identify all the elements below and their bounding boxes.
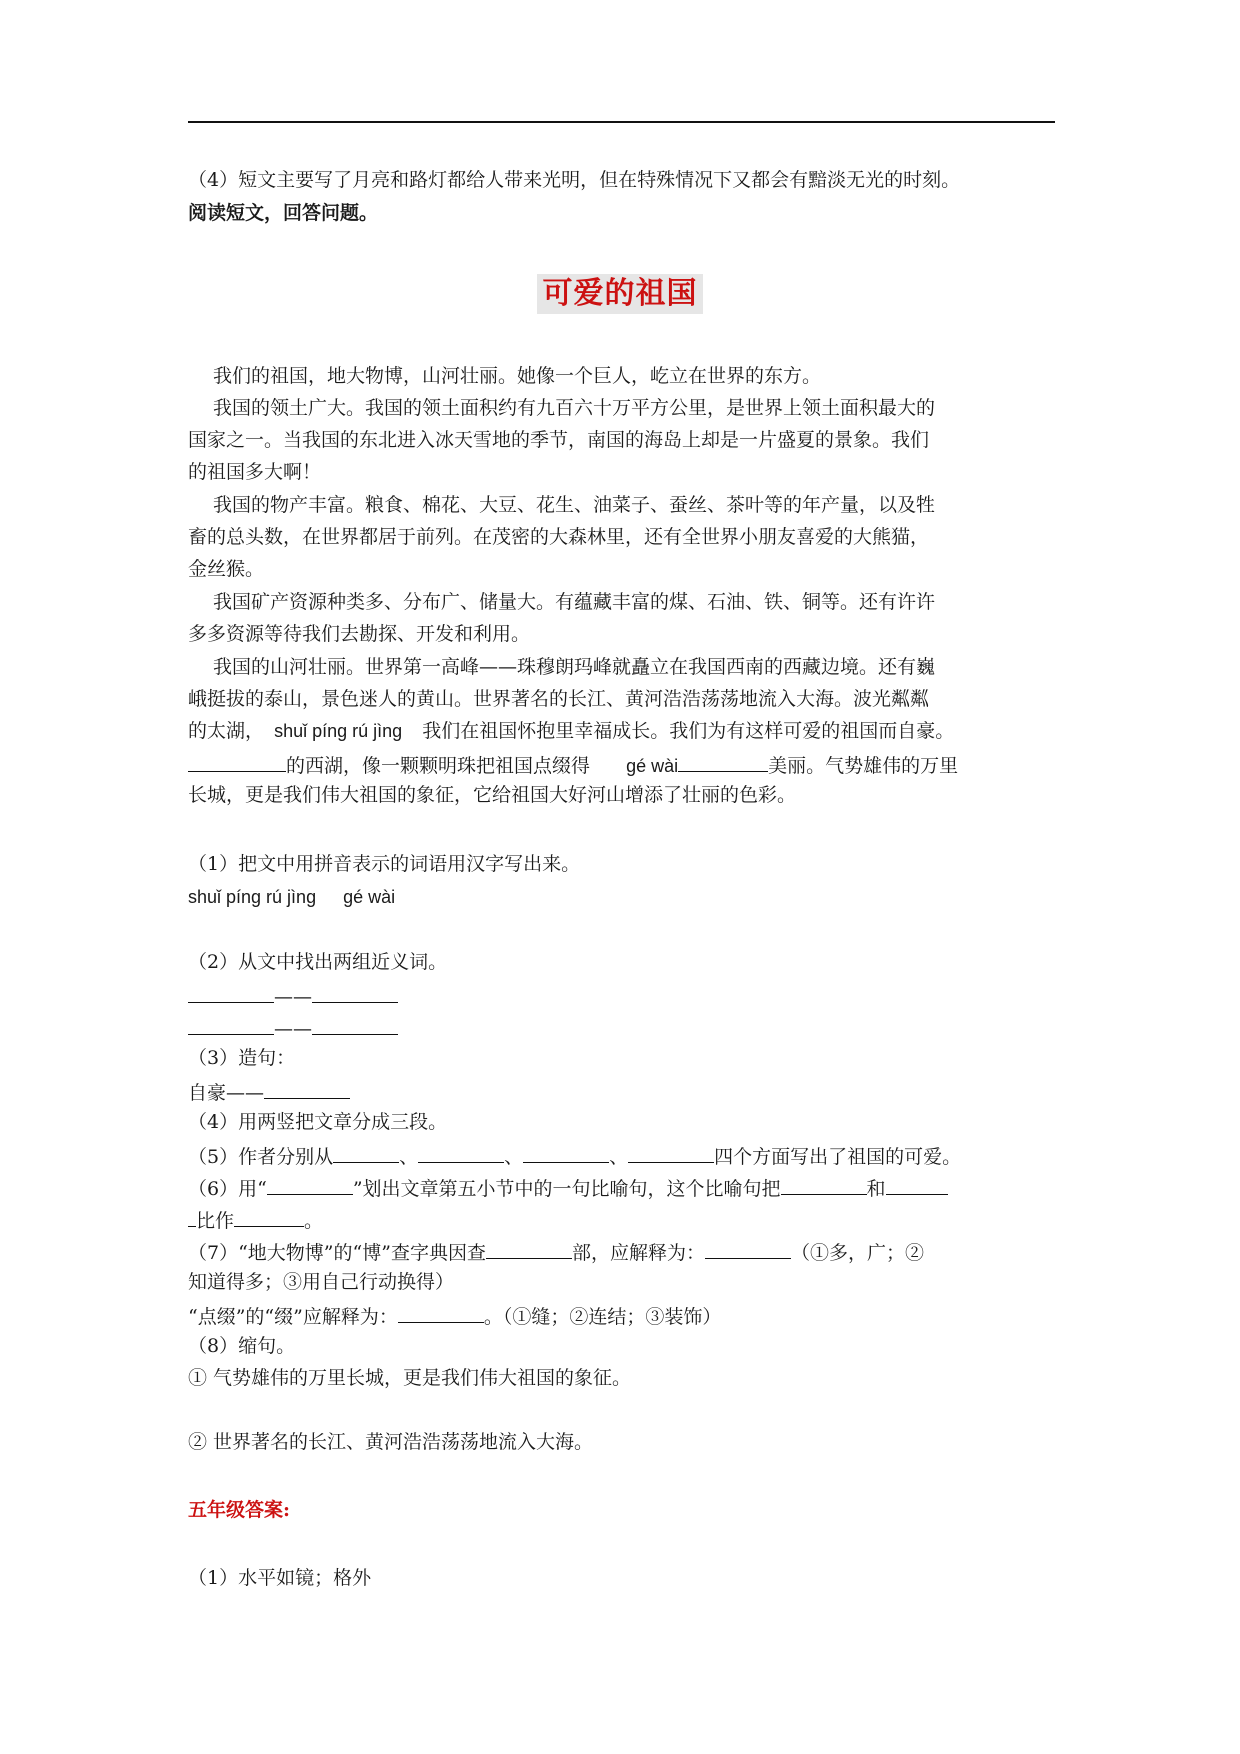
question-text: （6）用“: [188, 1178, 267, 1200]
question-text: （5）作者分别从: [188, 1146, 334, 1168]
passage-paragraph-5: 我国的山河壮丽。世界第一高峰——珠穆朗玛峰就矗立在我国西南的西藏边境。还有巍: [213, 656, 936, 678]
question-6-continued: [188, 1204, 323, 1235]
passage-line: 畜的总头数，在世界都居于前列。在茂密的大森林里，还有全世界小朋友喜爱的大熊猫，: [188, 526, 930, 548]
separator: 、: [399, 1146, 419, 1168]
pinyin-hint: shuǐ píng rú jìng: [188, 887, 317, 907]
fill-blank[interactable]: [781, 1172, 867, 1195]
dash: ——: [274, 986, 312, 1008]
question-text: （7）“地大物博”的“博”查字典因查: [188, 1242, 486, 1264]
fill-blank[interactable]: [188, 749, 286, 772]
fill-blank[interactable]: [886, 1172, 948, 1195]
separator: 、: [504, 1146, 524, 1168]
synonym-pair-row: [188, 980, 398, 1011]
fill-blank[interactable]: [398, 1300, 484, 1323]
passage-line: 长城，更是我们伟大祖国的象征，它给祖国大好河山增添了壮丽的色彩。: [188, 784, 797, 806]
fill-blank[interactable]: [312, 1012, 398, 1035]
question-text: 和: [866, 1178, 886, 1200]
passage-title: 可爱的祖国: [537, 274, 703, 314]
question-7: [188, 1236, 924, 1267]
passage-line: 的祖国多大啊！: [188, 461, 322, 483]
passage-line-with-pinyin: [188, 717, 954, 745]
fill-blank[interactable]: [267, 1172, 353, 1195]
pinyin-hint: shuǐ píng rú jìng: [274, 721, 403, 741]
passage-line: 多多资源等待我们去勘探、开发和利用。: [188, 623, 531, 645]
passage-line-with-blanks: [188, 749, 958, 780]
question-8-item-2: ② 世界著名的长江、黄河浩浩荡荡地流入大海。: [188, 1431, 594, 1453]
question-3: （3）造句：: [188, 1047, 296, 1069]
passage-line: 峨挺拔的泰山，景色迷人的黄山。世界著名的长江、黄河浩浩荡荡地流入大海。波光粼粼: [188, 688, 930, 710]
question-7-line-2: 知道得多；③用自己行动换得）: [188, 1271, 455, 1293]
question-7-line-3: [188, 1300, 721, 1331]
passage-text: 美丽。气势雄伟的万里: [768, 755, 959, 777]
question-text: “点缀”的“缀”应解释为：: [188, 1306, 398, 1328]
pinyin-hint: gé wài: [343, 887, 396, 907]
question-text: 比作: [196, 1210, 235, 1232]
question-2: （2）从文中找出两组近义词。: [188, 951, 448, 973]
passage-text: 的西湖，像一颗颗明珠把祖国点缀得: [286, 755, 591, 777]
answer-1: （1）水平如镜；格外: [188, 1567, 372, 1589]
fill-blank[interactable]: [234, 1204, 304, 1227]
fill-blank[interactable]: [188, 980, 274, 1003]
fill-blank[interactable]: [628, 1140, 714, 1163]
fill-blank[interactable]: [264, 1076, 350, 1099]
passage-line: 金丝猴。: [188, 558, 265, 580]
fill-blank[interactable]: [188, 1204, 196, 1227]
fill-blank[interactable]: [188, 1012, 274, 1035]
dash: ——: [274, 1018, 312, 1040]
fill-blank[interactable]: [705, 1236, 791, 1259]
question-4: （4）用两竖把文章分成三段。: [188, 1111, 448, 1133]
fill-blank[interactable]: [486, 1236, 572, 1259]
fill-blank[interactable]: [333, 1140, 399, 1163]
target-word: 自豪——: [188, 1082, 265, 1104]
sentence-making-row: [188, 1076, 350, 1107]
passage-text: 的太湖，: [188, 720, 265, 742]
question-text: ”划出文章第五小节中的一句比喻句，这个比喻句把: [352, 1178, 781, 1200]
separator: 、: [609, 1146, 629, 1168]
passage-line: 国家之一。当我国的东北进入冰天雪地的季节，南国的海岛上却是一片盛夏的景象。我们: [188, 429, 930, 451]
passage-paragraph-3: 我国的物产丰富。粮食、棉花、大豆、花生、油菜子、蚕丝、茶叶等的年产量，以及牲: [213, 494, 936, 516]
pinyin-hint: gé wài: [626, 756, 679, 776]
question-text: （①多，广；②: [790, 1242, 924, 1264]
fill-blank[interactable]: [678, 749, 768, 772]
question-1-pinyin-line: [188, 883, 395, 911]
passage-paragraph-4: 我国矿产资源种类多、分布广、储量大。有蕴藏丰富的煤、石油、铁、铜等。还有许许: [213, 591, 936, 613]
instruction: 阅读短文，回答问题。: [188, 202, 379, 224]
passage-paragraph-2: 我国的领土广大。我国的领土面积约有九百六十万平方公里，是世界上领土面积最大的: [213, 397, 936, 419]
question-text: 部，应解释为：: [571, 1242, 705, 1264]
passage-text: 我们在祖国怀抱里幸福成长。我们为有这样可爱的祖国而自豪。: [422, 720, 955, 742]
header-rule: [188, 121, 1055, 123]
synonym-pair-row: [188, 1012, 398, 1043]
fill-blank[interactable]: [418, 1140, 504, 1163]
question-8: （8）缩句。: [188, 1335, 296, 1357]
fill-blank[interactable]: [523, 1140, 609, 1163]
question-5: [188, 1140, 961, 1171]
question-text: 。: [304, 1210, 324, 1232]
answers-heading: 五年级答案:: [188, 1499, 291, 1521]
question-8-item-1: ① 气势雄伟的万里长城，更是我们伟大祖国的象征。: [188, 1367, 632, 1389]
question-1: （1）把文中用拼音表示的词语用汉字写出来。: [188, 853, 581, 875]
previous-question-4: （4）短文主要写了月亮和路灯都给人带来光明，但在特殊情况下又都会有黯淡无光的时刻。: [188, 169, 961, 191]
question-6: [188, 1172, 948, 1203]
question-text: 。（①缝；②连结；③装饰）: [483, 1306, 722, 1328]
question-text: 四个方面写出了祖国的可爱。: [714, 1146, 962, 1168]
passage-paragraph-1: 我们的祖国，地大物博，山河壮丽。她像一个巨人，屹立在世界的东方。: [213, 365, 822, 387]
fill-blank[interactable]: [312, 980, 398, 1003]
